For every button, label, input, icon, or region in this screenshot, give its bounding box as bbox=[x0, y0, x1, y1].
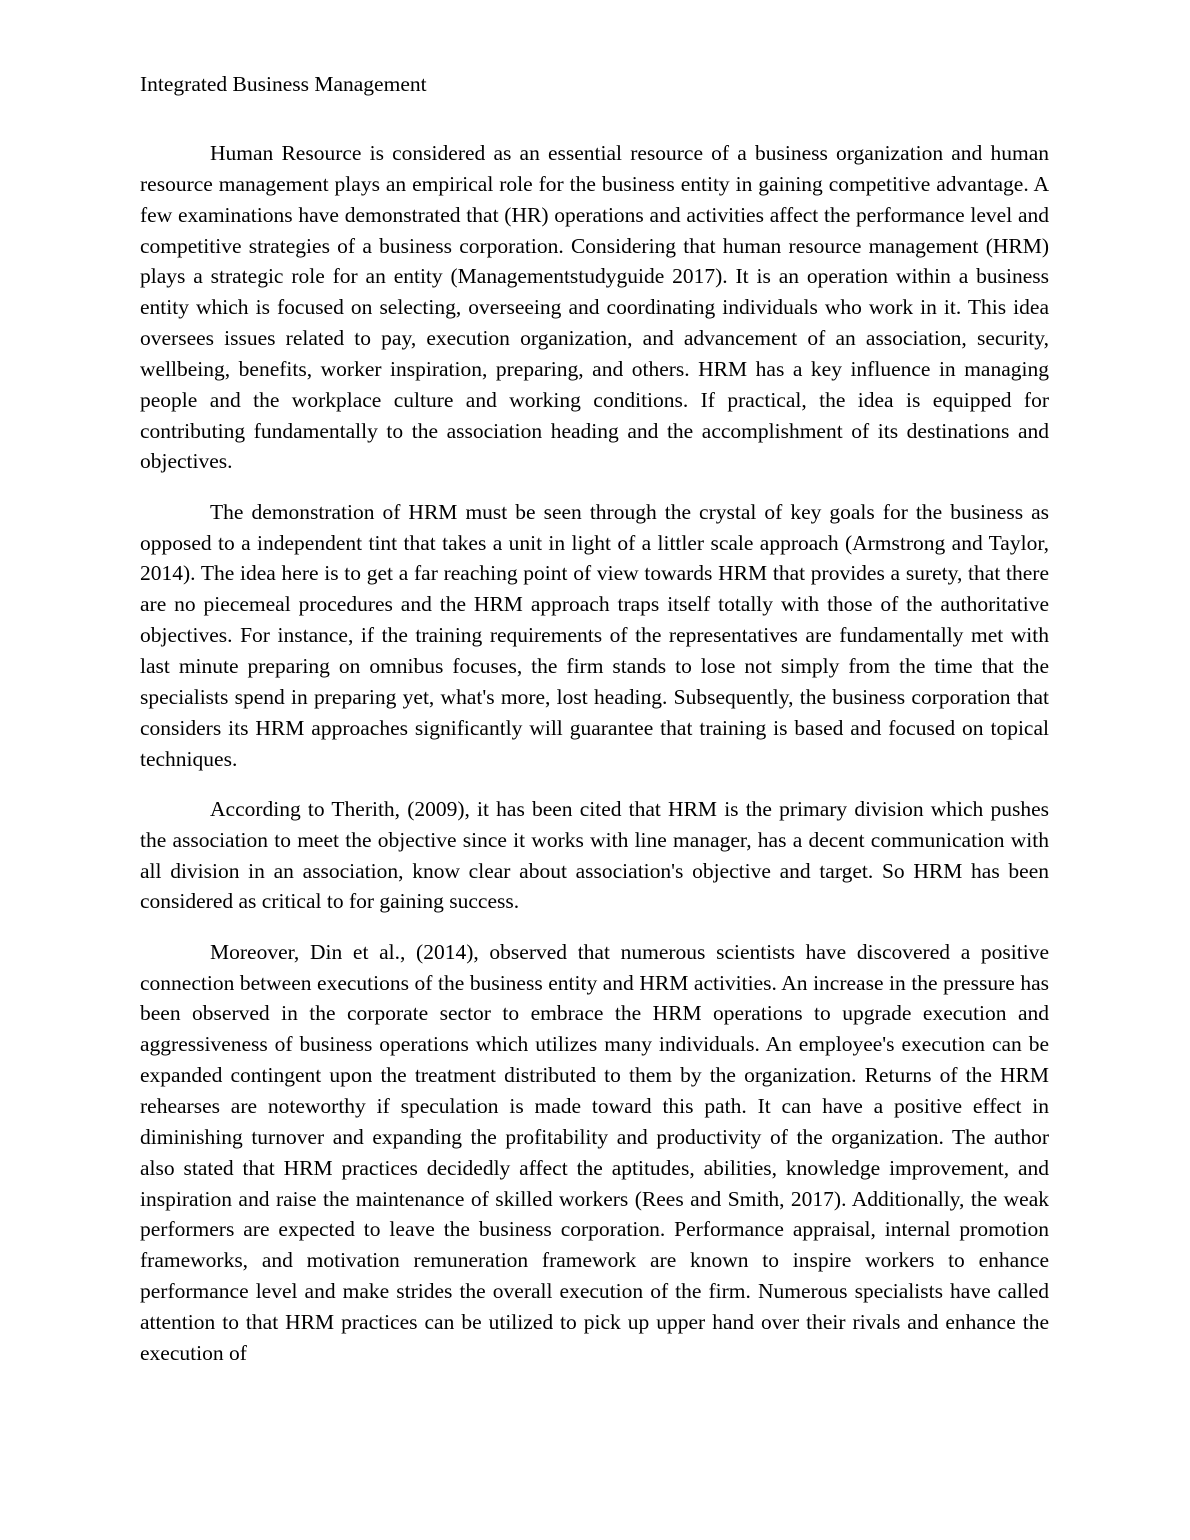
paragraph-din-et-al: Moreover, Din et al., (2014), observed that numerous scientists have discovered a positive connection between executions of the business entity and HRM activities. An increase in the pressure has been observed in the corporate sector to embrace the HRM operations to upgrade execution and aggressiveness of business operations which utilizes many individuals. An employee's execution can be expanded contingent upon the treatment distributed to them by the organization. Returns of the HRM rehearses are noteworthy if speculation is made toward this path. It can have a positive effect in diminishing turnover and expanding the profitability and productivity of the organization. The author also stated that HRM practices decidedly affect the aptitudes, abilities, knowledge improvement, and inspiration and raise the maintenance of skilled workers (Rees and Smith, 2017). Additionally, the weak performers are expected to leave the business corporation. Performance appraisal, internal promotion frameworks, and motivation remuneration framework are known to inspire workers to enhance performance level and make strides the overall execution of the firm. Numerous specialists have called attention to that HRM practices can be utilized to pick up upper hand over their rivals and enhance the execution of bbox=[140, 939, 1049, 1365]
paragraph-therith: According to Therith, (2009), it has been cited that HRM is the primary division which pushes the association to meet the objective since it works with line manager, has a decent communication with all division in an association, know clear about association's objective and target. So HRM has been considered as critical to for gaining success. bbox=[140, 796, 1049, 914]
document-body bbox=[140, 138, 1049, 1388]
paragraph-hrm-demonstration: The demonstration of HRM must be seen through the crystal of key goals for the business as opposed to a independent tint that takes a unit in light of a littler scale approach (Armstrong and Taylor, 2014). The idea here is to get a far reaching point of view towards HRM that provides a surety, that there are no piecemeal procedures and the HRM approach traps itself totally with those of the authoritative objectives. For instance, if the training requirements of the representatives are fundamentally met with last minute preparing on omnibus focuses, the firm stands to lose not simply from the time that the specialists spend in preparing yet, what's more, lost heading. Subsequently, the business corporation that considers its HRM approaches significantly will guarantee that training is based and focused on topical techniques. bbox=[140, 499, 1049, 771]
paragraph-hr-resource: Human Resource is considered as an essential resource of a business organization and human resource management plays an empirical role for the business entity in gaining competitive advantage. A few examinations have demonstrated that (HR) operations and activities affect the performance level and competitive strategies of a business corporation. Considering that human resource management (HRM) plays a strategic role for an entity (Managementstudyguide 2017). It is an operation within a business entity which is focused on selecting, overseeing and coordinating individuals who work in it. This idea oversees issues related to pay, execution organization, and advancement of an association, security, wellbeing, benefits, worker inspiration, preparing, and others. HRM has a key influence in managing people and the workplace culture and working conditions. If practical, the idea is equipped for contributing fundamentally to the association heading and the accomplishment of its destinations and objectives. bbox=[140, 141, 1049, 474]
page-header: Integrated Business Management bbox=[140, 72, 427, 96]
